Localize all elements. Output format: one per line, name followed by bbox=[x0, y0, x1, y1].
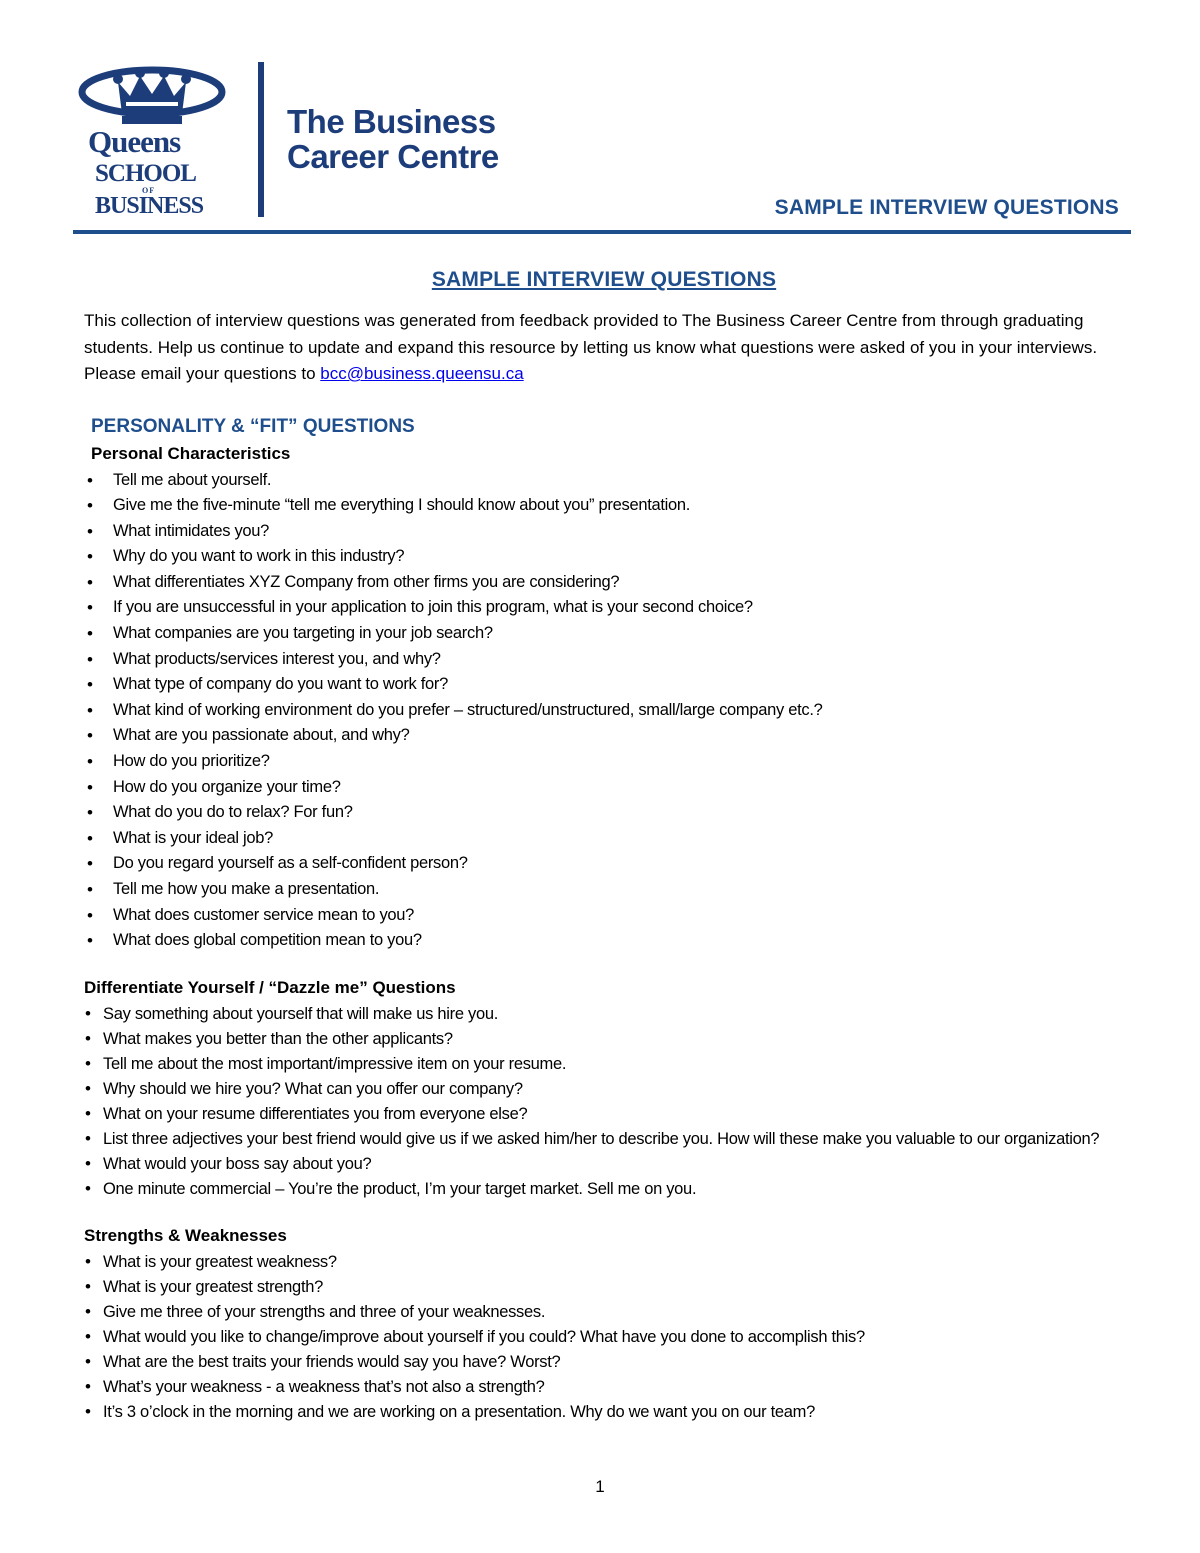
list-item: • What intimidates you? bbox=[84, 519, 1124, 545]
list-item: • What are you passionate about, and why? bbox=[84, 723, 1124, 749]
page-number: 1 bbox=[595, 1477, 605, 1496]
intro-paragraph bbox=[84, 308, 1124, 388]
list-item: • If you are unsuccessful in your application to join this program, what is your second choice? bbox=[84, 595, 1124, 621]
list-item: • What would your boss say about you? bbox=[84, 1152, 1124, 1177]
list-item: • It’s 3 o’clock in the morning and we are working on a presentation. Why do we want you on our team? bbox=[84, 1400, 1124, 1425]
document-title: SAMPLE INTERVIEW QUESTIONS bbox=[431, 268, 777, 291]
list-item: • One minute commercial – You’re the product, I’m your target market. Sell me on you. bbox=[84, 1177, 1124, 1202]
personal-characteristics-list bbox=[84, 468, 1124, 954]
crown-icon bbox=[78, 62, 228, 132]
bcc-title-line1: The Business bbox=[287, 103, 496, 140]
intro-text: This collection of interview questions was generated from feedback provided to The Business Career Centre from through graduating students. Help us continue to update and expand this resource by letting us know what questions were asked of you in your interviews. Please email your questions to bbox=[84, 311, 1098, 383]
logo-business-text: BUSINESS bbox=[95, 193, 204, 219]
logo-school-text: SCHOOL bbox=[95, 160, 196, 187]
list-item: • Give me the five-minute “tell me everything I should know about you” presentation. bbox=[84, 493, 1124, 519]
bcc-title-line2: Career Centre bbox=[287, 138, 499, 175]
page-header bbox=[0, 0, 1200, 240]
list-item: • What does customer service mean to you? bbox=[84, 903, 1124, 929]
list-item: • What do you do to relax? For fun? bbox=[84, 800, 1124, 826]
list-item: • What are the best traits your friends would say you have? Worst? bbox=[84, 1350, 1124, 1375]
list-item: • What companies are you targeting in your job search? bbox=[84, 621, 1124, 647]
header-vertical-divider bbox=[258, 62, 264, 217]
list-item: • How do you prioritize? bbox=[84, 749, 1124, 775]
list-item: • What on your resume differentiates you from everyone else? bbox=[84, 1102, 1124, 1127]
list-item: • What does global competition mean to you? bbox=[84, 928, 1124, 954]
subsection-title-differentiate: Differentiate Yourself / “Dazzle me” Questions bbox=[84, 977, 456, 997]
differentiate-list bbox=[84, 1002, 1124, 1202]
list-item: • What makes you better than the other applicants? bbox=[84, 1027, 1124, 1052]
list-item: • What is your ideal job? bbox=[84, 826, 1124, 852]
list-item: • What kind of working environment do you prefer – structured/unstructured, small/large company etc.? bbox=[84, 698, 1124, 724]
subsection-title-personal-characteristics: Personal Characteristics bbox=[91, 443, 291, 463]
list-item: • Tell me about yourself. bbox=[84, 468, 1124, 494]
header-horizontal-rule bbox=[73, 230, 1131, 234]
strengths-weaknesses-list bbox=[84, 1250, 1124, 1425]
list-item: • Tell me how you make a presentation. bbox=[84, 877, 1124, 903]
list-item: • Do you regard yourself as a self-confident person? bbox=[84, 851, 1124, 877]
list-item: • Give me three of your strengths and three of your weaknesses. bbox=[84, 1300, 1124, 1325]
list-item: • How do you organize your time? bbox=[84, 775, 1124, 801]
header-document-label: SAMPLE INTERVIEW QUESTIONS bbox=[774, 196, 1119, 219]
list-item: • What is your greatest weakness? bbox=[84, 1250, 1124, 1275]
list-item: • What would you like to change/improve about yourself if you could? What have you done to accomplish this? bbox=[84, 1325, 1124, 1350]
section-title-personality: PERSONALITY & “FIT” QUESTIONS bbox=[91, 415, 415, 437]
document-body bbox=[84, 268, 1124, 1425]
list-item: • List three adjectives your best friend would give us if we asked him/her to describe you. How will these make you valuable to our organization? bbox=[84, 1127, 1124, 1152]
list-item: • Say something about yourself that will make us hire you. bbox=[84, 1002, 1124, 1027]
queens-school-of-business-logo bbox=[78, 62, 228, 222]
list-item: • Why do you want to work in this industry? bbox=[84, 544, 1124, 570]
list-item: • What is your greatest strength? bbox=[84, 1275, 1124, 1300]
subsection-title-strengths-weaknesses: Strengths & Weaknesses bbox=[84, 1225, 287, 1245]
business-career-centre-title bbox=[287, 104, 499, 174]
list-item: • What’s your weakness - a weakness that’s not also a strength? bbox=[84, 1375, 1124, 1400]
list-item: • Why should we hire you? What can you offer our company? bbox=[84, 1077, 1124, 1102]
logo-of-text: OF bbox=[142, 186, 156, 195]
list-item: • What type of company do you want to work for? bbox=[84, 672, 1124, 698]
list-item: • What products/services interest you, and why? bbox=[84, 647, 1124, 673]
list-item: • Tell me about the most important/impressive item on your resume. bbox=[84, 1052, 1124, 1077]
list-item: • What differentiates XYZ Company from other firms you are considering? bbox=[84, 570, 1124, 596]
email-link[interactable]: bcc@business.queensu.ca bbox=[320, 364, 524, 383]
logo-queens-text: Queens bbox=[88, 124, 181, 159]
